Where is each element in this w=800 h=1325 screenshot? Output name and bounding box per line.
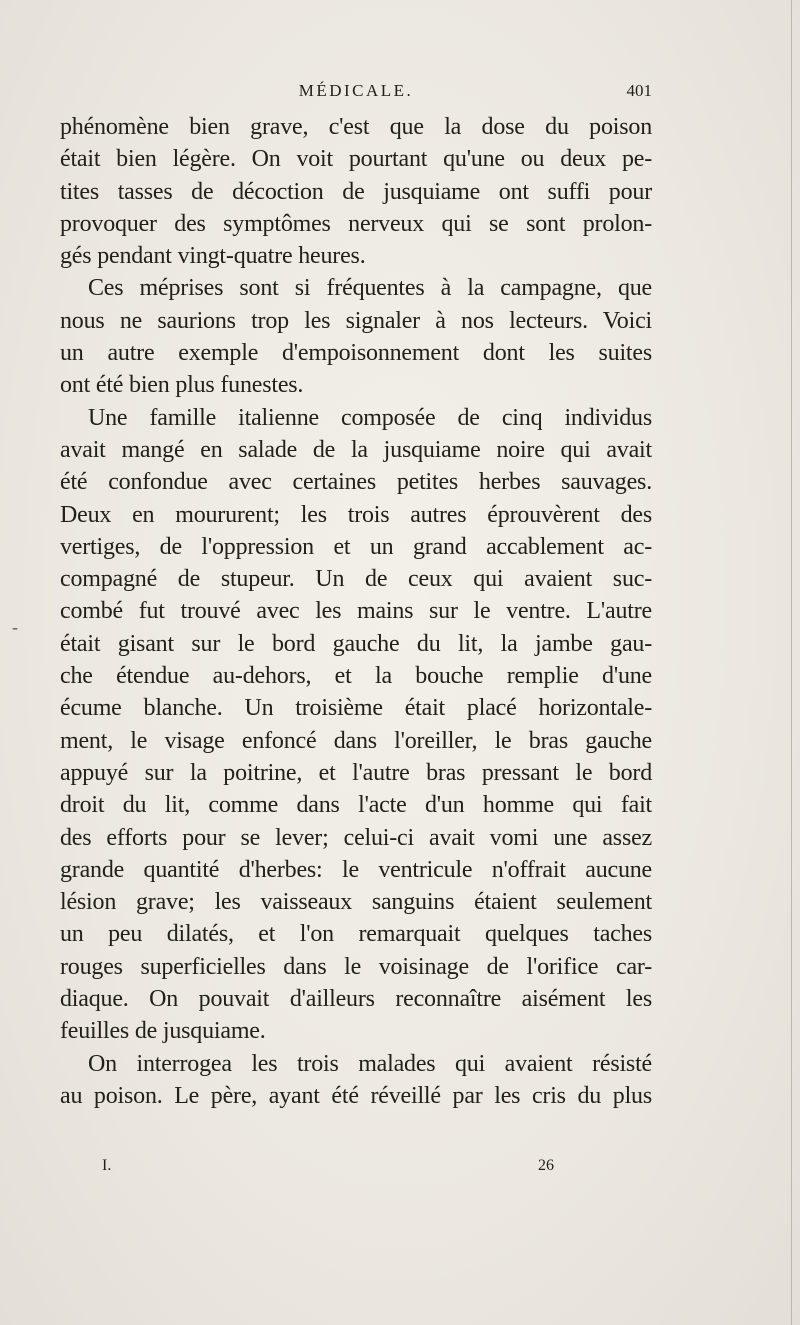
text-line: était gisant sur le bord gauche du lit, la jambe gau- [60,630,652,657]
text-line: compagné de stupeur. Un de ceux qui avaient suc- [60,566,652,593]
text-line: un autre exemple d'empoisonnement dont les suites [60,340,652,367]
text-line: provoquer des symptômes nerveux qui se sont prolon- [60,210,652,237]
page-edge-line [791,0,792,1325]
text-line: nous ne saurions trop les signaler à nos lecteurs. Voici [60,307,652,334]
volume-signature: I. [102,1157,112,1174]
text-line: feuilles de jusquiame. [60,1018,266,1045]
text-line: grande quantité d'herbes: le ventricule n'offrait aucune [60,856,652,883]
text-line: avait mangé en salade de la jusquiame noire qui avait [60,436,652,463]
page-footer [60,1155,652,1177]
text-line: diaque. On pouvait d'ailleurs reconnaître aisément les [60,986,652,1013]
text-line: Ces méprises sont si fréquentes à la campagne, que [88,275,652,302]
text-line: ont été bien plus funestes. [60,372,304,399]
text-line: combé fut trouvé avec les mains sur le ventre. L'autre [60,598,652,625]
text-line: rouges superficielles dans le voisinage de l'orifice car- [60,953,652,980]
text-line: Une famille italienne composée de cinq individus [88,404,652,431]
page-header [60,79,652,103]
text-line: des efforts pour se lever; celui-ci avait vomi une assez [60,824,652,851]
text-line: lésion grave; les vaisseaux sanguins étaient seulement [60,889,652,916]
sheet-signature: 26 [538,1157,554,1174]
text-line: droit du lit, comme dans l'acte d'un homme qui fait [60,792,652,819]
body-text [60,111,652,1112]
text-line: tites tasses de décoction de jusquiame ont suffi pour [60,178,652,205]
text-line: gés pendant vingt-quatre heures. [60,243,366,270]
text-line: était bien légère. On voit pourtant qu'une ou deux pe- [60,146,652,173]
page-number: 401 [626,81,652,100]
margin-mark: - [12,617,18,637]
text-line: écume blanche. Un troisième était placé horizontale- [60,695,652,722]
text-line: vertiges, de l'oppression et un grand accablement ac- [60,533,652,560]
text-line: un peu dilatés, et l'on remarquait quelques taches [60,921,652,948]
text-line: Deux en moururent; les trois autres éprouvèrent des [60,501,652,528]
text-line: été confondue avec certaines petites herbes sauvages. [60,469,652,496]
text-line: che étendue au-dehors, et la bouche remplie d'une [60,663,652,690]
text-line: On interrogea les trois malades qui avaient résisté [88,1050,652,1077]
text-line: phénomène bien grave, c'est que la dose du poison [60,114,652,140]
text-line: ment, le visage enfoncé dans l'oreiller, le bras gauche [60,727,652,754]
running-title: MÉDICALE. [298,81,414,100]
text-line: appuyé sur la poitrine, et l'autre bras pressant le bord [60,759,652,786]
text-line: au poison. Le père, ayant été réveillé par les cris du plus [60,1082,652,1109]
